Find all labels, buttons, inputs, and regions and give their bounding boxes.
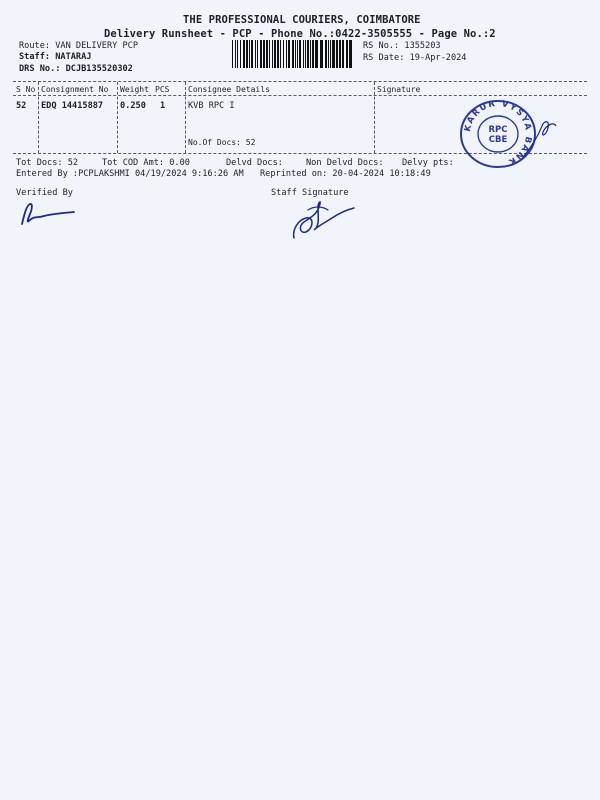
col-divider — [185, 82, 186, 153]
barcode-bar — [303, 40, 304, 68]
barcode-bar — [339, 40, 341, 68]
stamp-ring-text: KARUR VYSYA BANK — [462, 98, 534, 168]
drs-line — [19, 64, 133, 74]
row-docs-count: No.Of Docs: 52 — [188, 138, 256, 147]
header-signature: Signature — [377, 85, 421, 94]
delvy-pts: Delvy pts: — [402, 158, 454, 168]
stamp-center-line2: CBE — [488, 135, 508, 145]
barcode-bar — [325, 40, 327, 68]
reprinted-on: Reprinted on: 20-04-2024 10:18:49 — [260, 169, 431, 179]
barcode-bar — [346, 40, 348, 68]
barcode-bar — [312, 40, 314, 68]
staff-value: NATARAJ — [55, 52, 92, 62]
non-delvd-docs: Non Delvd Docs: — [306, 158, 384, 168]
row-consignment-no: EDQ 14415887 — [41, 101, 104, 111]
barcode-bar — [295, 40, 296, 68]
row-consignee: KVB RPC I — [188, 101, 235, 111]
barcode-bar — [255, 40, 256, 68]
barcode-bar — [277, 40, 279, 68]
barcode-bar — [297, 40, 298, 68]
barcode-bar — [292, 40, 294, 68]
barcode-bar — [307, 40, 309, 68]
barcode-bar — [320, 40, 323, 68]
barcode-bar — [243, 40, 245, 68]
barcode-bar — [266, 40, 268, 68]
col-divider — [374, 82, 375, 153]
header-weight: Weight — [120, 85, 149, 94]
barcode-bar — [286, 40, 287, 68]
row-sno: 52 — [16, 101, 27, 111]
barcode-bar — [315, 40, 318, 68]
staff-signature — [288, 196, 358, 244]
barcode-bar — [305, 40, 306, 68]
staff-signature-label: Staff Signature — [271, 188, 349, 198]
header-sno: S No — [16, 85, 36, 94]
verified-by-label: Verified By — [16, 188, 73, 198]
barcode-bar — [330, 40, 331, 68]
barcode-bar — [272, 40, 273, 68]
barcode-bar — [280, 40, 281, 68]
row-weight: 0.250 — [120, 101, 146, 111]
barcode — [232, 40, 354, 68]
barcode-bar — [251, 40, 253, 68]
barcode-bar — [260, 40, 262, 68]
tot-cod-amount: Tot COD Amt: 0.00 — [102, 158, 190, 168]
staff-line — [19, 52, 91, 62]
barcode-bar — [240, 40, 241, 68]
rs-date: RS Date: 19-Apr-2024 — [363, 53, 467, 63]
barcode-bar — [249, 40, 250, 68]
col-divider — [117, 82, 118, 153]
barcode-bar — [263, 40, 265, 68]
barcode-bar — [336, 40, 338, 68]
col-divider — [38, 82, 39, 153]
route-text: Route: VAN DELIVERY PCP — [19, 41, 138, 51]
barcode-bar — [269, 40, 270, 68]
barcode-bar — [310, 40, 311, 68]
tot-docs: Tot Docs: 52 — [16, 158, 79, 168]
runsheet-title: Delivery Runsheet - PCP - Phone No.:0422-3505555 - Page No.:2 — [104, 28, 496, 40]
entered-by: Entered By :PCPLAKSHMI 04/19/2024 9:16:26 AM — [16, 169, 244, 179]
barcode-bar — [342, 40, 344, 68]
barcode-bar — [257, 40, 258, 68]
stamp-signature-scribble — [520, 116, 560, 160]
row-pcs: 1 — [160, 101, 166, 111]
barcode-bar — [328, 40, 329, 68]
barcode-bar — [237, 40, 238, 68]
barcode-bar — [299, 40, 301, 68]
barcode-bar — [274, 40, 276, 68]
barcode-bar — [235, 40, 236, 68]
stamp-center-line1: RPC — [488, 125, 508, 135]
table-header-rule — [13, 95, 587, 96]
barcode-bar — [283, 40, 284, 68]
company-name: THE PROFESSIONAL COURIERS, COIMBATORE — [183, 14, 421, 26]
barcode-bar — [349, 40, 352, 68]
drs-value: DCJB135520302 — [65, 64, 133, 74]
barcode-bar — [246, 40, 248, 68]
verified-signature — [18, 200, 78, 230]
header-consignment-no: Consignment No — [41, 85, 109, 94]
staff-label: Staff: — [19, 52, 51, 62]
drs-label: DRS No.: — [19, 64, 61, 74]
delvd-docs: Delvd Docs: — [226, 158, 283, 168]
rs-no: RS No.: 1355203 — [363, 41, 441, 51]
barcode-bar — [332, 40, 335, 68]
table-top-rule — [13, 81, 587, 82]
barcode-bar — [232, 40, 233, 68]
header-consignee-details: Consignee Details — [188, 85, 270, 94]
barcode-bar — [288, 40, 290, 68]
header-pcs: PCS — [155, 85, 170, 94]
